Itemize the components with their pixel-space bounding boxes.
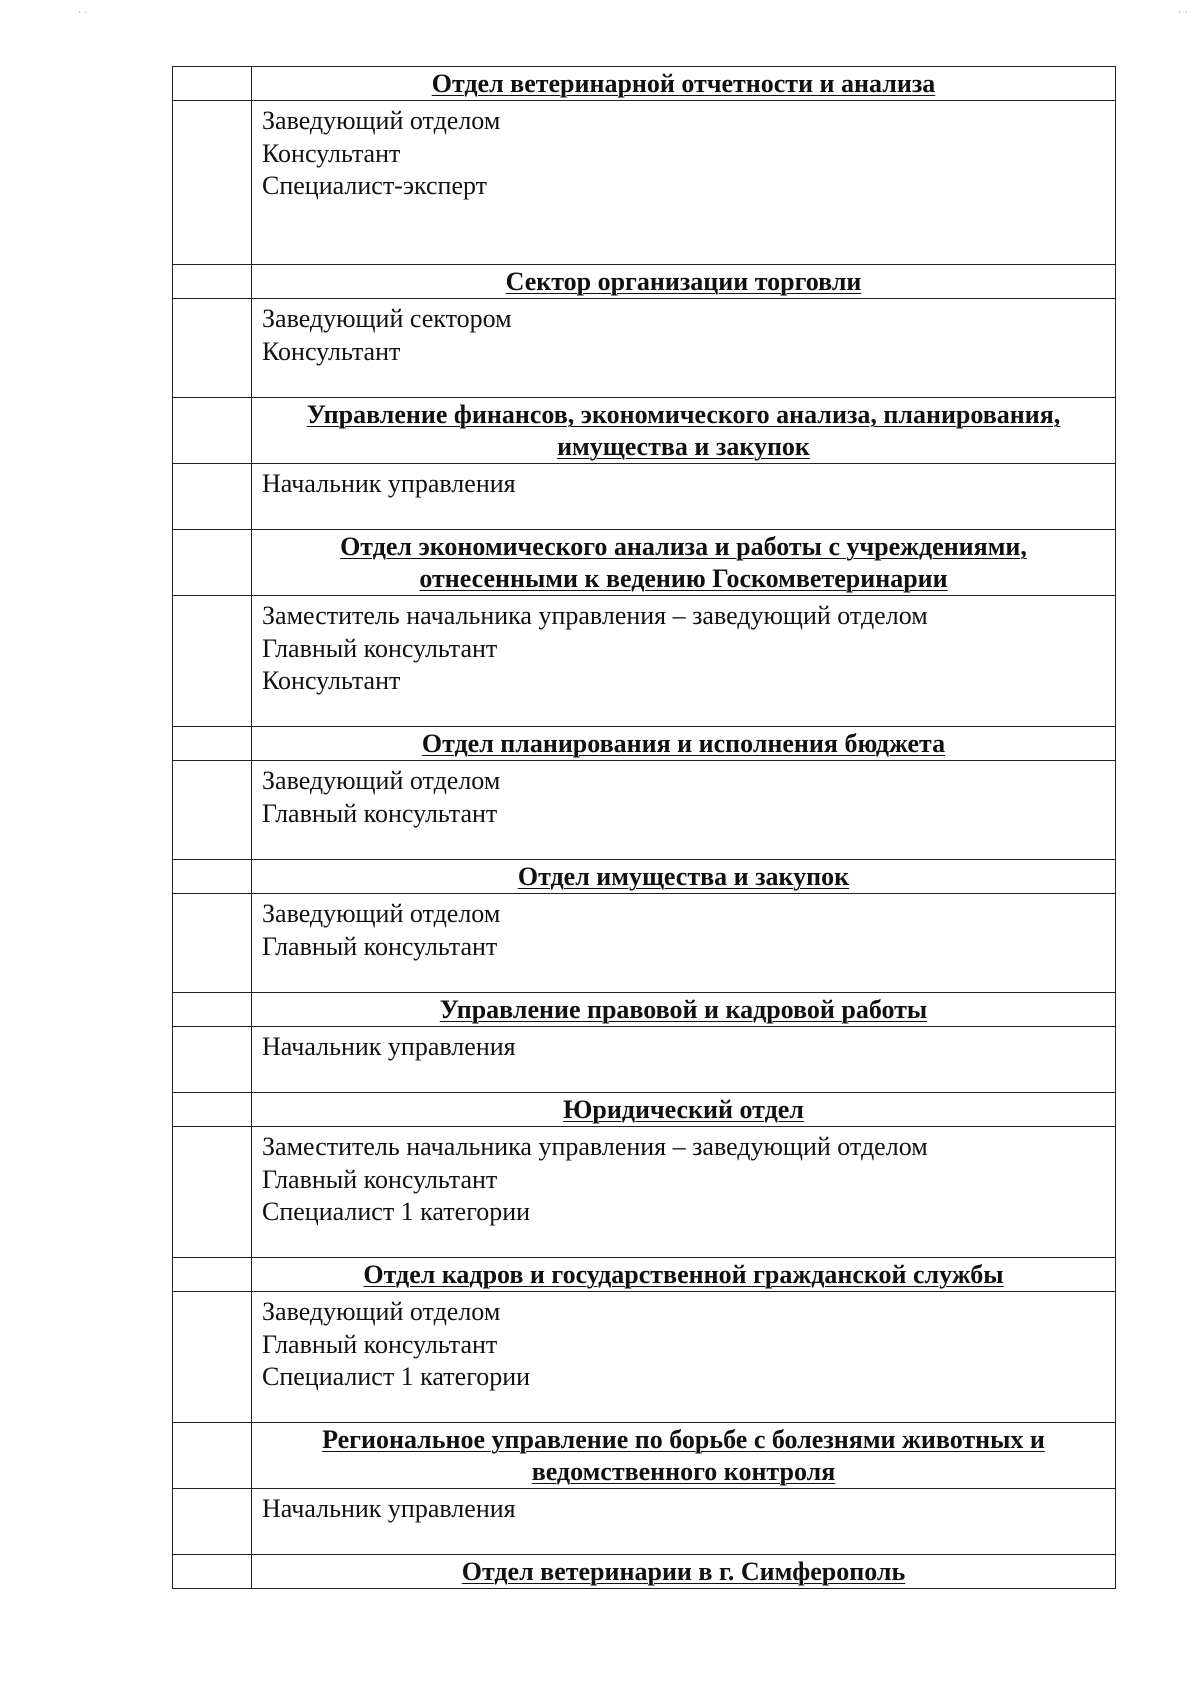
positions-cell: [252, 894, 1116, 993]
scan-mark-left: · ·: [78, 8, 88, 19]
positions-cell: [252, 761, 1116, 860]
position-item: Заместитель начальника управления – заведующий отделом: [262, 1132, 928, 1161]
number-cell: [173, 101, 252, 265]
staff-table: [172, 66, 1116, 1589]
number-cell: [173, 1292, 252, 1423]
number-cell: [173, 464, 252, 530]
number-cell: [173, 727, 252, 761]
position-item: Консультант: [262, 666, 401, 695]
number-cell: [173, 596, 252, 727]
position-item: Консультант: [262, 138, 401, 168]
section-positions-row: [173, 1027, 1116, 1093]
section-title: Отдел ветеринарной отчетности и анализа: [252, 67, 1116, 101]
position-item: Заведующий отделом: [262, 766, 501, 795]
number-cell: [173, 1258, 252, 1292]
section-title: Отдел кадров и государственной гражданской службы: [252, 1258, 1116, 1292]
section-title: Региональное управление по борьбе с болезнями животных и ведомственного контроля: [252, 1423, 1116, 1489]
position-item: Главный консультант: [262, 1329, 498, 1359]
position-item: Главный консультант: [262, 1164, 498, 1194]
position-item: Заведующий отделом: [262, 1297, 501, 1326]
section-positions-row: [173, 1489, 1116, 1555]
section-title: Управление финансов, экономического анализа, планирования, имущества и закупок: [252, 398, 1116, 464]
number-cell: [173, 265, 252, 299]
positions-cell: [252, 1292, 1116, 1423]
position-item: Консультант: [262, 336, 401, 366]
number-cell: [173, 1027, 252, 1093]
number-cell: [173, 1489, 252, 1555]
section-positions-row: [173, 596, 1116, 727]
scan-mark-right: · ·: [1178, 8, 1188, 19]
position-item: Специалист 1 категории: [262, 1362, 531, 1391]
number-cell: [173, 299, 252, 398]
positions-cell: [252, 1027, 1116, 1093]
number-cell: [173, 993, 252, 1027]
position-item: Главный консультант: [262, 798, 498, 828]
number-cell: [173, 398, 252, 464]
section-positions-row: [173, 761, 1116, 860]
position-item: Заведующий сектором: [262, 304, 512, 333]
number-cell: [173, 894, 252, 993]
positions-cell: [252, 101, 1116, 265]
section-header-row: [173, 398, 1116, 464]
position-item: Начальник управления: [262, 1494, 516, 1523]
section-header-row: [173, 860, 1116, 894]
number-cell: [173, 1555, 252, 1589]
number-cell: [173, 1127, 252, 1258]
number-cell: [173, 67, 252, 101]
positions-cell: [252, 1127, 1116, 1258]
section-header-row: [173, 67, 1116, 101]
positions-cell: [252, 464, 1116, 530]
position-item: Заместитель начальника управления – заведующий отделом: [262, 601, 928, 630]
positions-cell: [252, 299, 1116, 398]
section-positions-row: [173, 1292, 1116, 1423]
section-positions-row: [173, 464, 1116, 530]
number-cell: [173, 530, 252, 596]
positions-cell: [252, 596, 1116, 727]
position-item: Специалист 1 категории: [262, 1197, 531, 1226]
position-item: Заведующий отделом: [262, 106, 501, 135]
section-title: Отдел планирования и исполнения бюджета: [252, 727, 1116, 761]
section-header-row: [173, 1555, 1116, 1589]
number-cell: [173, 1093, 252, 1127]
section-header-row: [173, 1093, 1116, 1127]
number-cell: [173, 761, 252, 860]
section-title: Отдел ветеринарии в г. Симферополь: [252, 1555, 1116, 1589]
section-title: Юридический отдел: [252, 1093, 1116, 1127]
section-title: Отдел экономического анализа и работы с учреждениями, отнесенными к ведению Госкомветеринарии: [252, 530, 1116, 596]
section-title: Отдел имущества и закупок: [252, 860, 1116, 894]
section-title: Управление правовой и кадровой работы: [252, 993, 1116, 1027]
section-header-row: [173, 993, 1116, 1027]
position-item: Заведующий отделом: [262, 899, 501, 928]
section-title: Сектор организации торговли: [252, 265, 1116, 299]
position-item: Главный консультант: [262, 633, 498, 663]
number-cell: [173, 1423, 252, 1489]
section-header-row: [173, 530, 1116, 596]
section-positions-row: [173, 894, 1116, 993]
section-header-row: [173, 1258, 1116, 1292]
section-header-row: [173, 727, 1116, 761]
section-positions-row: [173, 299, 1116, 398]
section-header-row: [173, 265, 1116, 299]
section-positions-row: [173, 1127, 1116, 1258]
section-positions-row: [173, 101, 1116, 265]
position-item: Начальник управления: [262, 1032, 516, 1061]
position-item: Начальник управления: [262, 469, 516, 498]
position-item: Специалист-эксперт: [262, 171, 487, 200]
section-header-row: [173, 1423, 1116, 1489]
positions-cell: [252, 1489, 1116, 1555]
position-item: Главный консультант: [262, 931, 498, 961]
number-cell: [173, 860, 252, 894]
